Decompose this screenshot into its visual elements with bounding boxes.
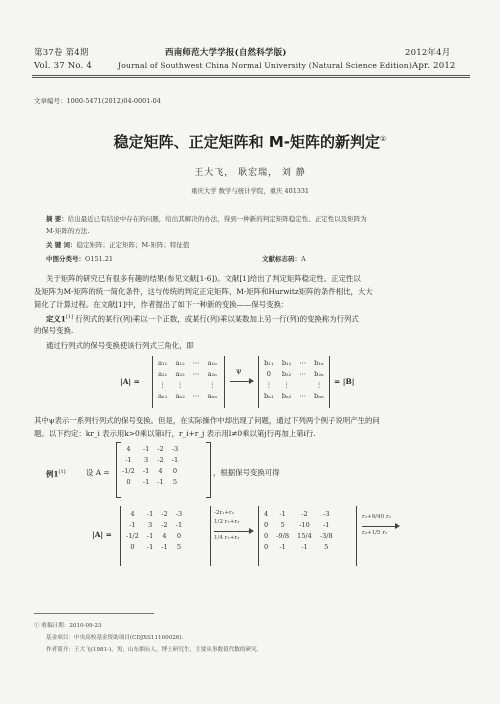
matrix-cell: ⋮: [176, 380, 184, 389]
eq2-op-top: -2r₁+r₂: [214, 510, 234, 516]
header-journal-cn: 西南师范大学学报(自然科学版): [165, 48, 287, 58]
matrix-cell: [295, 379, 310, 390]
matrix-cell: b₂₂: [281, 369, 292, 378]
example-matrix-right-bracket: [206, 442, 211, 498]
matrix-cell: -1: [142, 444, 150, 453]
matrix-cell: -1: [279, 542, 286, 551]
matrix-cell: ⋯: [192, 369, 200, 378]
matrix-cell: -1: [323, 520, 330, 529]
eq1-b-right-bar: [329, 356, 330, 408]
abstract-line-1: [46, 214, 367, 223]
keywords: [46, 240, 189, 249]
eq2-matrix-2: [260, 508, 337, 552]
matrix-cell: a₁ₙ: [207, 358, 217, 367]
abstract-label: 摘 要：: [46, 215, 68, 223]
eq1-matrix-a: [154, 357, 221, 401]
definition-label: 定义1: [46, 314, 66, 324]
matrix-cell: 4: [126, 444, 131, 453]
eq1-arrow-head: [249, 378, 254, 384]
matrix-cell: 0: [264, 531, 269, 540]
eq1-lhs: |A| =: [120, 377, 140, 386]
matrix-cell: -1: [171, 455, 179, 464]
eq1-matrix-b: [260, 357, 328, 401]
matrix-cell: 3: [147, 520, 153, 529]
eq2-arrow-head: [249, 528, 254, 534]
abstract-line-2: M-矩阵的方法.: [46, 227, 90, 235]
matrix-cell: -2: [157, 455, 164, 464]
matrix-cell: 0: [264, 520, 269, 529]
keywords-text: 稳定矩阵；正定矩阵；M-矩阵；特征值: [76, 241, 190, 249]
eq2-op2-low: r₄+1/5 r₂: [362, 530, 388, 536]
eq1-a-left-bar: [152, 356, 153, 408]
matrix-cell: -9/8: [276, 531, 290, 540]
authors: 王大飞， 耿宏瑞， 刘 静: [194, 168, 306, 178]
matrix-cell: ⋯: [299, 358, 307, 367]
definition-ref: [1]: [65, 314, 74, 320]
matrix-cell: a₂ₙ: [207, 369, 217, 378]
eq1-rhs: = |B|: [334, 377, 355, 386]
matrix-cell: 5: [324, 542, 329, 551]
matrix-cell: bₙ₁: [264, 391, 274, 400]
matrix-cell: 0: [130, 542, 135, 551]
matrix-cell: ⋮: [283, 380, 290, 389]
matrix-cell: -1: [157, 477, 164, 486]
matrix-cell: 4: [130, 509, 135, 518]
matrix-cell: -2: [301, 509, 308, 518]
eq2-op2-arrow-line: [362, 526, 396, 527]
matrix-cell: ⋯: [192, 391, 200, 400]
matrix-cell: 0: [264, 542, 269, 551]
matrix-cell: -1: [301, 542, 308, 551]
affiliation: 重庆大学 数学与统计学院，重庆 401331: [191, 187, 309, 195]
matrix-cell: 0: [126, 477, 131, 486]
footnote-fund: 基金项目：中央高校基金资助项目(CDJXS11100026).: [46, 635, 184, 641]
footnote-rule: [34, 613, 154, 614]
keywords-label: 关 键 词：: [46, 241, 77, 249]
example-label-text: 例1: [46, 469, 59, 479]
matrix-cell: aₙ₂: [175, 391, 185, 400]
example-set: 设 A =: [86, 468, 110, 477]
definition-line-2: 的保号变换.: [34, 326, 74, 335]
matrix-cell: aₙₙ: [207, 391, 218, 400]
matrix-cell: ⋯: [299, 391, 307, 400]
header-volume-en: Vol. 37 No. 4: [34, 61, 92, 71]
explain-line-1: 其中ψ表示一系列行列式的保号变换。但是，在实际操作中却出现了问题，通过下列两个例子说明产生的问: [34, 416, 380, 425]
header-rule: [32, 75, 470, 76]
matrix-cell: -1: [161, 542, 168, 551]
clc-number: [46, 254, 113, 263]
eq2-op-low: 1/4 r₁+r₃: [214, 535, 240, 541]
matrix-cell: -1: [146, 509, 154, 518]
matrix-cell: -3/8: [319, 531, 333, 540]
matrix-cell: 5: [280, 520, 285, 529]
matrix-cell: -10: [299, 520, 310, 529]
header-date-en: Apr. 2012: [412, 61, 456, 71]
matrix-cell: 4: [158, 466, 163, 475]
example-after: ，根据保号变换可得: [213, 468, 280, 477]
matrix-cell: -1: [142, 466, 150, 475]
title-text: 稳定矩阵、正定矩阵和 M-矩阵的新判定: [113, 133, 381, 151]
doc-code-text: A: [301, 255, 306, 263]
example-matrix: [118, 443, 182, 487]
eq2-op2-top: r₃+9/40 r₂: [362, 514, 391, 520]
matrix-cell: -1/2: [126, 531, 139, 540]
matrix-cell: ⋮: [159, 380, 167, 389]
header-journal-en: Journal of Southwest China Normal University (Natural Science Edition): [118, 61, 412, 70]
example-label: [46, 466, 66, 480]
matrix-cell: -2: [157, 444, 164, 453]
eq2-matrix-1: [122, 508, 186, 552]
matrix-cell: ⋯: [192, 358, 200, 367]
matrix-cell: [189, 379, 204, 390]
matrix-cell: b₁₂: [281, 358, 292, 367]
eq2-op2-arrow-head: [395, 523, 400, 529]
page-title: [0, 131, 500, 152]
footnote-author: 作者简介：王大飞(1981-)，男，山东烟台人，博士研究生，主要从事数值代数的研究.: [46, 647, 259, 653]
matrix-cell: a₁₁: [158, 358, 168, 367]
header-date-cn: 2012年4月: [405, 48, 451, 58]
matrix-cell: b₁ₙ: [314, 358, 324, 367]
explain-line-2: 题。以下约定：kr_i 表示用k>0乘以第i行，r_i+r_j 表示用l≠0乘以第j行再加上第i行.: [34, 429, 316, 438]
matrix-cell: a₂₁: [158, 369, 168, 378]
document-code: [262, 254, 306, 263]
clc-text: O151.21: [85, 255, 114, 263]
matrix-cell: -1: [142, 477, 150, 486]
matrix-cell: -1: [146, 542, 154, 551]
matrix-cell: 5: [172, 477, 178, 486]
matrix-cell: 15/4: [297, 531, 312, 540]
matrix-cell: bₙ₂: [281, 391, 292, 400]
matrix-cell: -3: [323, 509, 330, 518]
matrix-cell: -2: [161, 520, 168, 529]
matrix-cell: -1: [129, 520, 136, 529]
matrix-cell: -1: [175, 520, 183, 529]
title-footnote-mark: ①: [380, 135, 387, 143]
intro-line-2: 及矩阵为M-矩阵的统一简化条件，这与传统的判定正定矩阵、M-矩阵和Hurwitz矩阵的条件相比，大大: [34, 287, 373, 296]
matrix-cell: -1: [146, 531, 154, 540]
matrix-cell: 5: [176, 542, 182, 551]
matrix-cell: 0: [176, 531, 182, 540]
example-ref: [1]: [58, 469, 66, 475]
definition-line-1: [46, 311, 359, 325]
definition-text-1: 行列式的某行(列)乘以一个正数，或某行(列)乘以某数加上另一行(列)的变换称为行列式: [75, 314, 359, 324]
eq1-psi: ψ: [236, 367, 242, 375]
header-volume-cn: 第37卷 第4期: [34, 48, 89, 58]
matrix-cell: 0: [266, 369, 271, 378]
eq1-b-left-bar: [258, 356, 259, 408]
clc-label: 中图分类号：: [46, 255, 85, 263]
eq2-m2-left-bar: [258, 506, 259, 566]
eq2-m1-right-bar: [210, 506, 211, 566]
matrix-cell: -1/2: [122, 466, 135, 475]
eq2-m2-right-bar: [356, 506, 357, 566]
matrix-cell: -3: [171, 444, 179, 453]
matrix-cell: 0: [172, 466, 178, 475]
eq2-arrow-line: [214, 531, 250, 532]
eq2-lhs: |A| =: [92, 530, 112, 539]
intro-line-3: 简化了计算过程。在文献[1]中，作者提出了如下一种新的变换——保号变换：: [34, 300, 289, 309]
matrix-cell: -1: [125, 455, 132, 464]
intro-line-1: 关于矩阵的研究已有很多有趣的结果(参见文献[1-6])。文献[1]给出了判定矩阵稳定性、正定性以: [46, 274, 361, 283]
matrix-cell: ⋯: [299, 369, 307, 378]
matrix-cell: -2: [161, 509, 168, 518]
matrix-cell: 4: [264, 509, 269, 518]
doc-code-label: 文献标志码：: [262, 255, 301, 263]
matrix-cell: a₂₂: [175, 369, 185, 378]
matrix-cell: aₙ₁: [158, 391, 168, 400]
matrix-cell: -3: [175, 509, 183, 518]
matrix-cell: ⋮: [265, 380, 273, 389]
eq2-m1-left-bar: [120, 506, 121, 566]
matrix-cell: ⋮: [315, 380, 323, 389]
matrix-cell: bₙₙ: [314, 391, 324, 400]
abstract-text-1: 给出最近已有结论中存在的问题，给出其解决的办法，得到一种新的判定矩阵稳定性、正定性以及矩阵为: [67, 215, 367, 223]
matrix-cell: b₂ₙ: [314, 369, 324, 378]
eq2-op-mid: 1/2 r₁+r₃: [214, 519, 240, 525]
matrix-cell: 4: [162, 531, 167, 540]
matrix-cell: a₁₂: [175, 358, 185, 367]
matrix-cell: ⋮: [208, 380, 216, 389]
article-number: 文章编号：1000-5471(2012)04-0001-04: [34, 97, 161, 105]
eq1-arrow-line: [230, 381, 250, 382]
header-rule-2: [32, 77, 470, 78]
transform-sentence: 通过行列式的保号变换使该行列式三角化，即: [46, 341, 194, 350]
eq1-a-right-bar: [224, 356, 225, 408]
matrix-cell: 3: [143, 455, 149, 464]
matrix-cell: -1: [279, 509, 286, 518]
footnote-received: ① 收稿日期：2010-09-23: [34, 623, 102, 629]
matrix-cell: b₁₁: [264, 358, 274, 367]
